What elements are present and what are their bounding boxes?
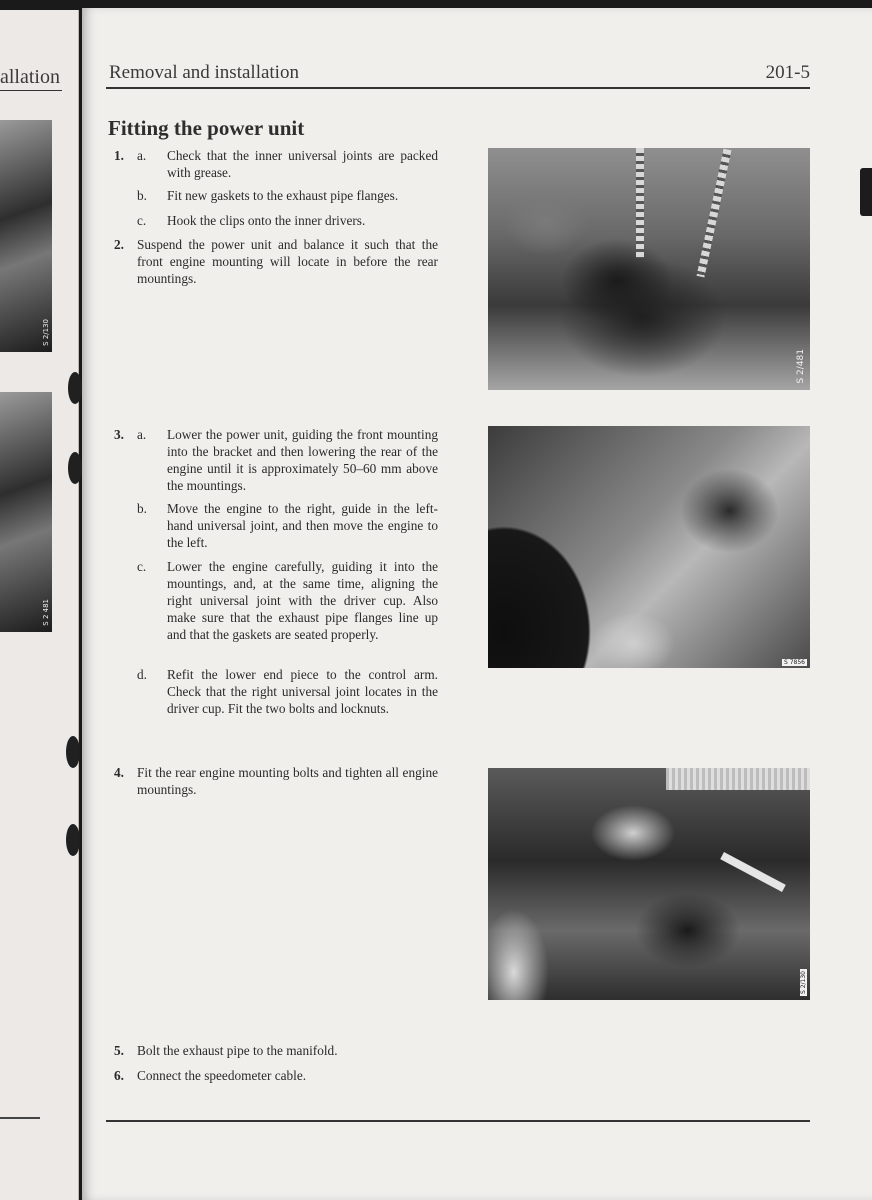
hoist-chain-left [636, 148, 644, 258]
step-number: 2. [114, 237, 124, 252]
photo-engine-mounting [488, 426, 810, 668]
photo-engine-hoist [488, 148, 810, 390]
page-number: 201-5 [765, 62, 810, 83]
step-number: 1. [114, 148, 124, 163]
page-tab-marker [860, 168, 872, 216]
step-text: Bolt the exhaust pipe to the manifold. [137, 1043, 338, 1058]
binder-hole-1 [68, 372, 82, 404]
page-header-title: Removal and installation [109, 62, 299, 83]
step-text: Suspend the power unit and balance it such that the front engine mounting will locate in before the rear mountings. [137, 237, 438, 286]
photo-code: S 2/481 [796, 349, 806, 384]
step-letter: b. [137, 188, 147, 203]
left-page-photo-middle [0, 392, 52, 632]
step-text: Lower the power unit, guiding the front mounting into the bracket and then lowering the rear of the engine until it is approximately 50–60 mm above the mountings. [167, 427, 438, 493]
step-letter: a. [137, 148, 147, 163]
step-6 [114, 1067, 438, 1084]
section-title: Fitting the power unit [108, 116, 305, 140]
step-letter: a. [137, 427, 147, 442]
step-text: Connect the speedometer cable. [137, 1068, 307, 1083]
step-text: Move the engine to the right, guide in the left-hand universal joint, and then move the engine to the left. [167, 501, 438, 550]
step-letter: d. [137, 667, 147, 682]
step-3d [137, 666, 438, 717]
step-1b [137, 187, 438, 204]
step-2 [114, 236, 438, 287]
step-4 [114, 764, 438, 798]
header-rule [106, 87, 810, 89]
binder-hole-4 [66, 824, 80, 856]
step-text: Fit new gaskets to the exhaust pipe flanges. [167, 188, 399, 203]
hoist-chain-right [697, 149, 732, 278]
step-1a [114, 147, 438, 181]
step-1c [137, 212, 438, 229]
footer-rule [106, 1120, 810, 1122]
step-letter: c. [137, 559, 147, 574]
step-letter: c. [137, 213, 147, 228]
photo-code: S 2/130 [800, 970, 807, 994]
photo-detail-bar [666, 768, 810, 790]
step-3a [114, 426, 438, 494]
photo-detail-wrench [720, 852, 786, 892]
left-page-header-rule [0, 90, 62, 91]
left-page [0, 10, 79, 1200]
binder-hole-3 [66, 736, 80, 768]
left-page-photo-code-middle: S 2 481 [42, 599, 50, 626]
step-letter: b. [137, 501, 147, 516]
photo-code: S 7856 [784, 659, 805, 666]
left-page-running-title: allation [0, 66, 60, 88]
step-3b [137, 500, 438, 551]
step-number: 6. [114, 1068, 124, 1083]
step-text: Refit the lower end piece to the control arm. Check that the right universal joint locates in the driver cup. Fit the two bolts and locknuts. [167, 667, 438, 716]
left-page-photo-code-top: S 2/130 [42, 319, 50, 346]
step-text: Check that the inner universal joints are packed with grease. [167, 148, 438, 180]
step-text: Hook the clips onto the inner drivers. [167, 213, 366, 228]
step-number: 5. [114, 1043, 124, 1058]
step-5 [114, 1042, 438, 1059]
step-text: Lower the engine carefully, guiding it into the mountings, and, at the same time, aligning the right universal joint with the driver cup. Also make sure that the exhaust pipe flanges line up and that the gaskets are seated properly. [167, 559, 438, 642]
step-3c [137, 558, 438, 643]
step-text: Fit the rear engine mounting bolts and tighten all engine mountings. [137, 765, 438, 797]
left-page-photo-top [0, 120, 52, 352]
step-number: 4. [114, 765, 124, 780]
left-page-footer-rule [0, 1117, 40, 1119]
photo-mounting-bolts [488, 768, 810, 1000]
manual-page [82, 8, 872, 1200]
step-number: 3. [114, 427, 124, 442]
binder-hole-2 [68, 452, 82, 484]
